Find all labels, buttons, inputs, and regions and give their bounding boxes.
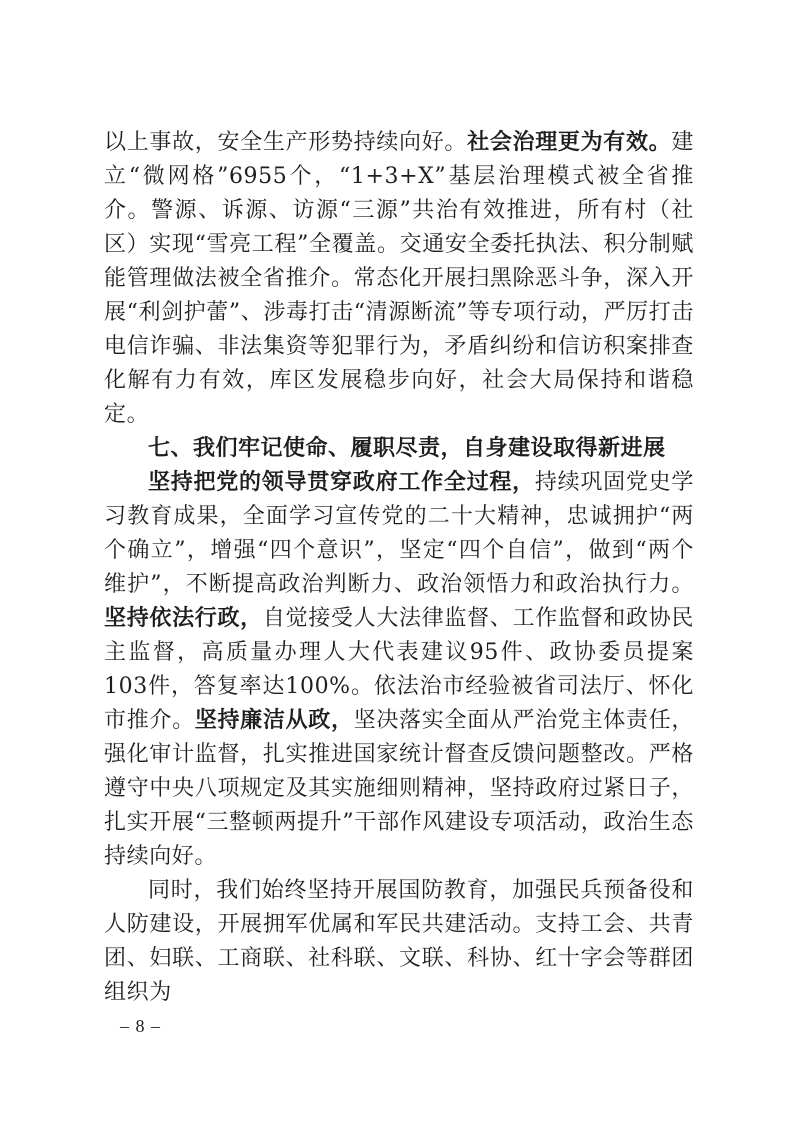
document-body bbox=[104, 126, 694, 1010]
bold-lead: 坚持廉洁从政， bbox=[194, 708, 354, 733]
paragraph-text: 自觉接受人大法律监督、工作监督和政协民主监督，高质量办理人大代表建议95件、政协委员提案103件，答复率达100%。依法治市经验被省司法厅、怀化市推介。 bbox=[104, 606, 694, 733]
bold-lead: 社会治理更为有效。 bbox=[467, 130, 672, 155]
paragraph-social-governance bbox=[104, 126, 694, 432]
paragraph-national-defense: 同时，我们始终坚持开展国防教育，加强民兵预备役和人防建设，开展拥军优属和军民共建活动。支持工会、共青团、妇联、工商联、社科联、文联、科协、红十字会等群团组织为 bbox=[104, 878, 694, 1005]
paragraph-text: 以上事故，安全生产形势持续向好。 bbox=[104, 130, 468, 155]
paragraph-self-construction bbox=[104, 466, 694, 874]
paragraph-text: 持续巩固党史学习教育成果，全面学习宣传党的二十大精神，忠诚拥护“两个确立”，增强“四个意识”，坚定“四个自信”，做到“两个维护”，不断提高政治判断力、政治领悟力和政治执行力。 bbox=[104, 470, 694, 597]
page-number: – 8 – bbox=[120, 1016, 161, 1036]
paragraph-text: 建立“微网格”6955个，“1+3+X”基层治理模式被全省推介。警源、诉源、访源“三源”共治有效推进，所有村（社区）实现“雪亮工程”全覆盖。交通安全委托执法、积分制赋能管理做法被全省推介。常态化开展扫黑除恶斗争，深入开展“利剑护蕾”、涉毒打击“清源断流”等专项行动，严厉打击电信诈骗、非法集资等犯罪行为，矛盾纠纷和信访积案排查化解有力有效，库区发展稳步向好，社会大局保持和谐稳定。 bbox=[104, 130, 694, 427]
bold-lead: 坚持依法行政， bbox=[104, 606, 263, 631]
section-heading-7: 七、我们牢记使命、履职尽责，自身建设取得新进展 bbox=[148, 436, 666, 461]
paragraph-text: 坚决落实全面从严治党主体责任，强化审计监督，扎实推进国家统计督查反馈问题整改。严格遵守中央八项规定及其实施细则精神，坚持政府过紧日子，扎实开展“三整顿两提升”干部作风建设专项活动，政治生态持续向好。 bbox=[104, 708, 694, 869]
bold-lead: 坚持把党的领导贯穿政府工作全过程， bbox=[148, 470, 535, 495]
